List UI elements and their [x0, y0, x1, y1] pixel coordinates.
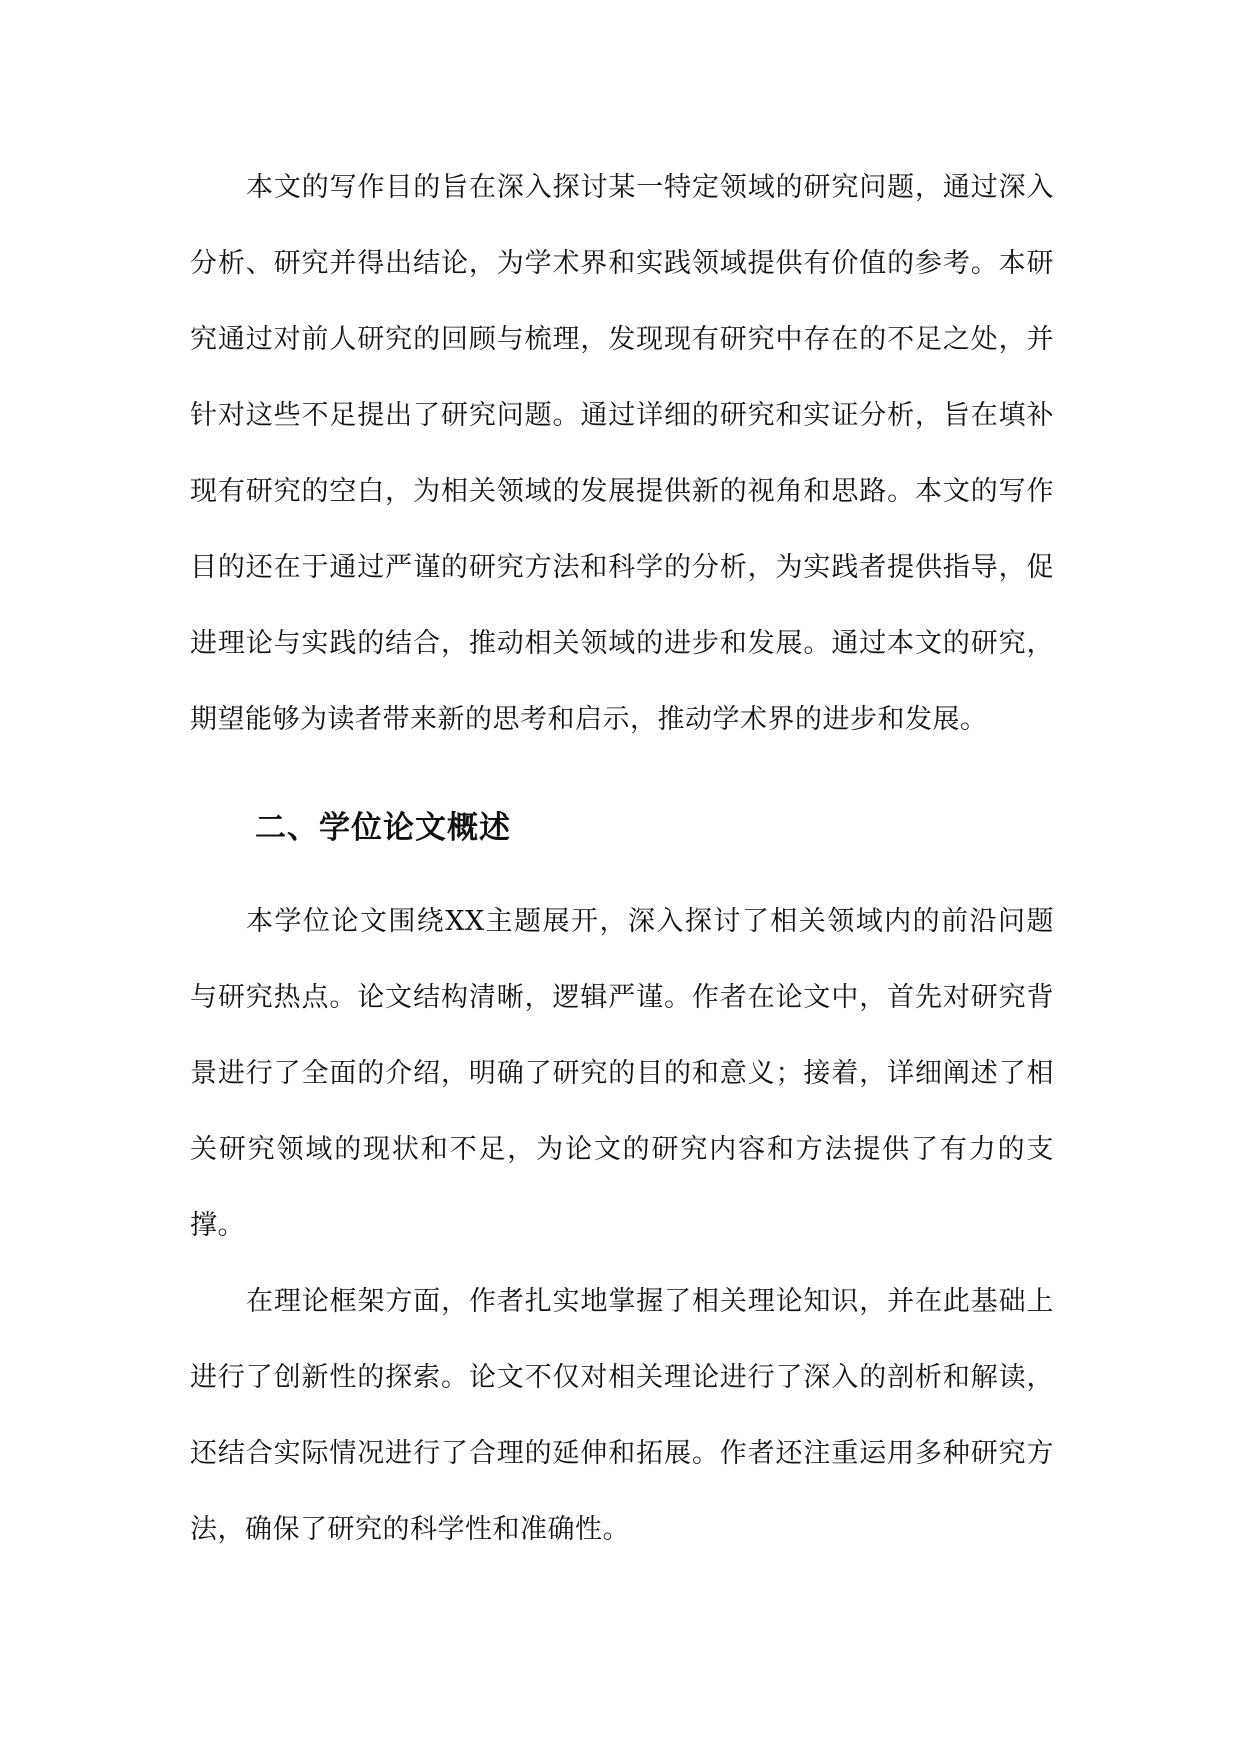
section-paragraph-2: 在理论框架方面，作者扎实地掌握了相关理论知识，并在此基础上进行了创新性的探索。论文不仅对相关理论进行了深入的剖析和解读，还结合实际情况进行了合理的延伸和拓展。作者还注重运用多种研究方法，确保了研究的科学性和准确性。	[190, 1286, 1054, 1545]
section-heading: 二、学位论文概述	[255, 810, 511, 846]
intro-paragraph: 本文的写作目的旨在深入探讨某一特定领域的研究问题，通过深入分析、研究并得出结论，为学术界和实践领域提供有价值的参考。本研究通过对前人研究的回顾与梳理，发现现有研究中存在的不足之处，并针对这些不足提出了研究问题。通过详细的研究和实证分析，旨在填补现有研究的空白，为相关领域的发展提供新的视角和思路。本文的写作目的还在于通过严谨的研究方法和科学的分析，为实践者提供指导，促进理论与实践的结合，推动相关领域的进步和发展。通过本文的研究，期望能够为读者带来新的思考和启示，推动学术界的进步和发展。	[190, 172, 1054, 735]
section-paragraph-1: 本学位论文围绕XX主题展开，深入探讨了相关领域内的前沿问题与研究热点。论文结构清晰，逻辑严谨。作者在论文中，首先对研究背景进行了全面的介绍，明确了研究的目的和意义；接着，详细阐述了相关研究领域的现状和不足，为论文的研究内容和方法提供了有力的支撑。	[190, 906, 1054, 1241]
